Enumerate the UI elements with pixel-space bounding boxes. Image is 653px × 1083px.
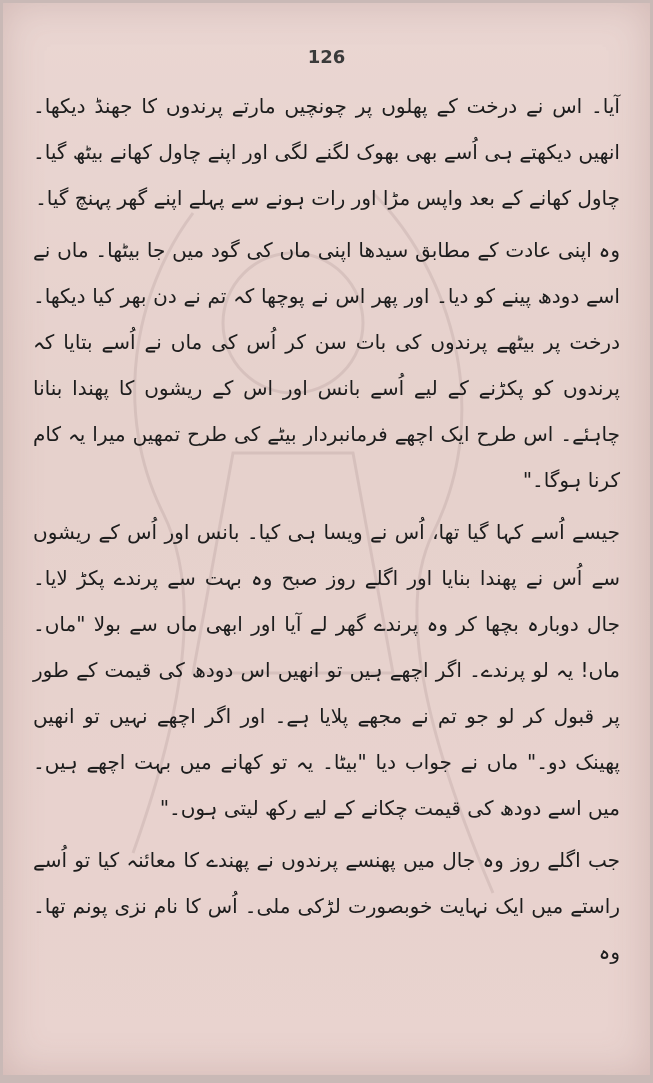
paragraph: جیسے اُسے کہا گیا تھا، اُس نے ویسا ہی کیا۔ بانس اور اُس کے ریشوں سے اُس نے پھندا بنایا اور اگلے روز صبح وہ بہت سے پرندے پکڑ لایا۔ جال دوبارہ بچھا کر وہ پرندے گھر لے آیا اور ابھی ماں سے بولا "ماں۔ ماں! یہ لو پرندے۔ اگر اچھے ہیں تو انھیں اس دودھ کی قیمت کے طور پر قبول کر لو جو تم نے مجھے پلایا ہے۔ اور اگر اچھے نہیں تو انھیں پھینک دو۔" ماں نے جواب دیا "بیٹا۔ یہ تو کھانے میں بہت اچھے ہیں۔ میں اسے دودھ کی قیمت چکانے کے لیے رکھ لیتی ہوں۔" — [33, 520, 621, 820]
paragraph: آیا۔ اس نے درخت کے پھلوں پر چونچیں مارتے پرندوں کا جھنڈ دیکھا۔ انھیں دیکھتے ہی اُسے بھی بھوک لگنے لگی اور اپنے چاول کھانے بیٹھ گیا۔ چاول کھانے کے بعد واپس مڑا اور رات ہونے سے پہلے اپنے گھر پہنچ گیا۔ — [33, 94, 620, 210]
body-text — [33, 83, 620, 981]
paragraph: جب اگلے روز وہ جال میں پھنسے پرندوں نے پھندے کا معائنہ کیا تو اُسے راستے میں ایک نہایت خوبصورت لڑکی ملی۔ اُس کا نام نزی پونم تھا۔ وہ — [33, 848, 620, 964]
book-page — [3, 3, 650, 1075]
page-number: 126 — [307, 47, 346, 68]
paragraph: وہ اپنی عادت کے مطابق سیدھا اپنی ماں کی گود میں جا بیٹھا۔ ماں نے اسے دودھ پینے کو دیا۔ اور پھر اس نے پوچھا کہ تم نے دن بھر کیا دیکھا۔ درخت پر بیٹھے پرندوں کی بات سن کر اُس کی ماں نے اُسے بتایا کہ پرندوں کو پکڑنے کے لیے اُسے بانس اور اس کے ریشوں کا پھندا بنانا چاہئے۔ اس طرح ایک اچھے فرمانبردار بیٹے کی طرح تمھیں میرا یہ کام کرنا ہوگا۔" — [33, 238, 620, 492]
